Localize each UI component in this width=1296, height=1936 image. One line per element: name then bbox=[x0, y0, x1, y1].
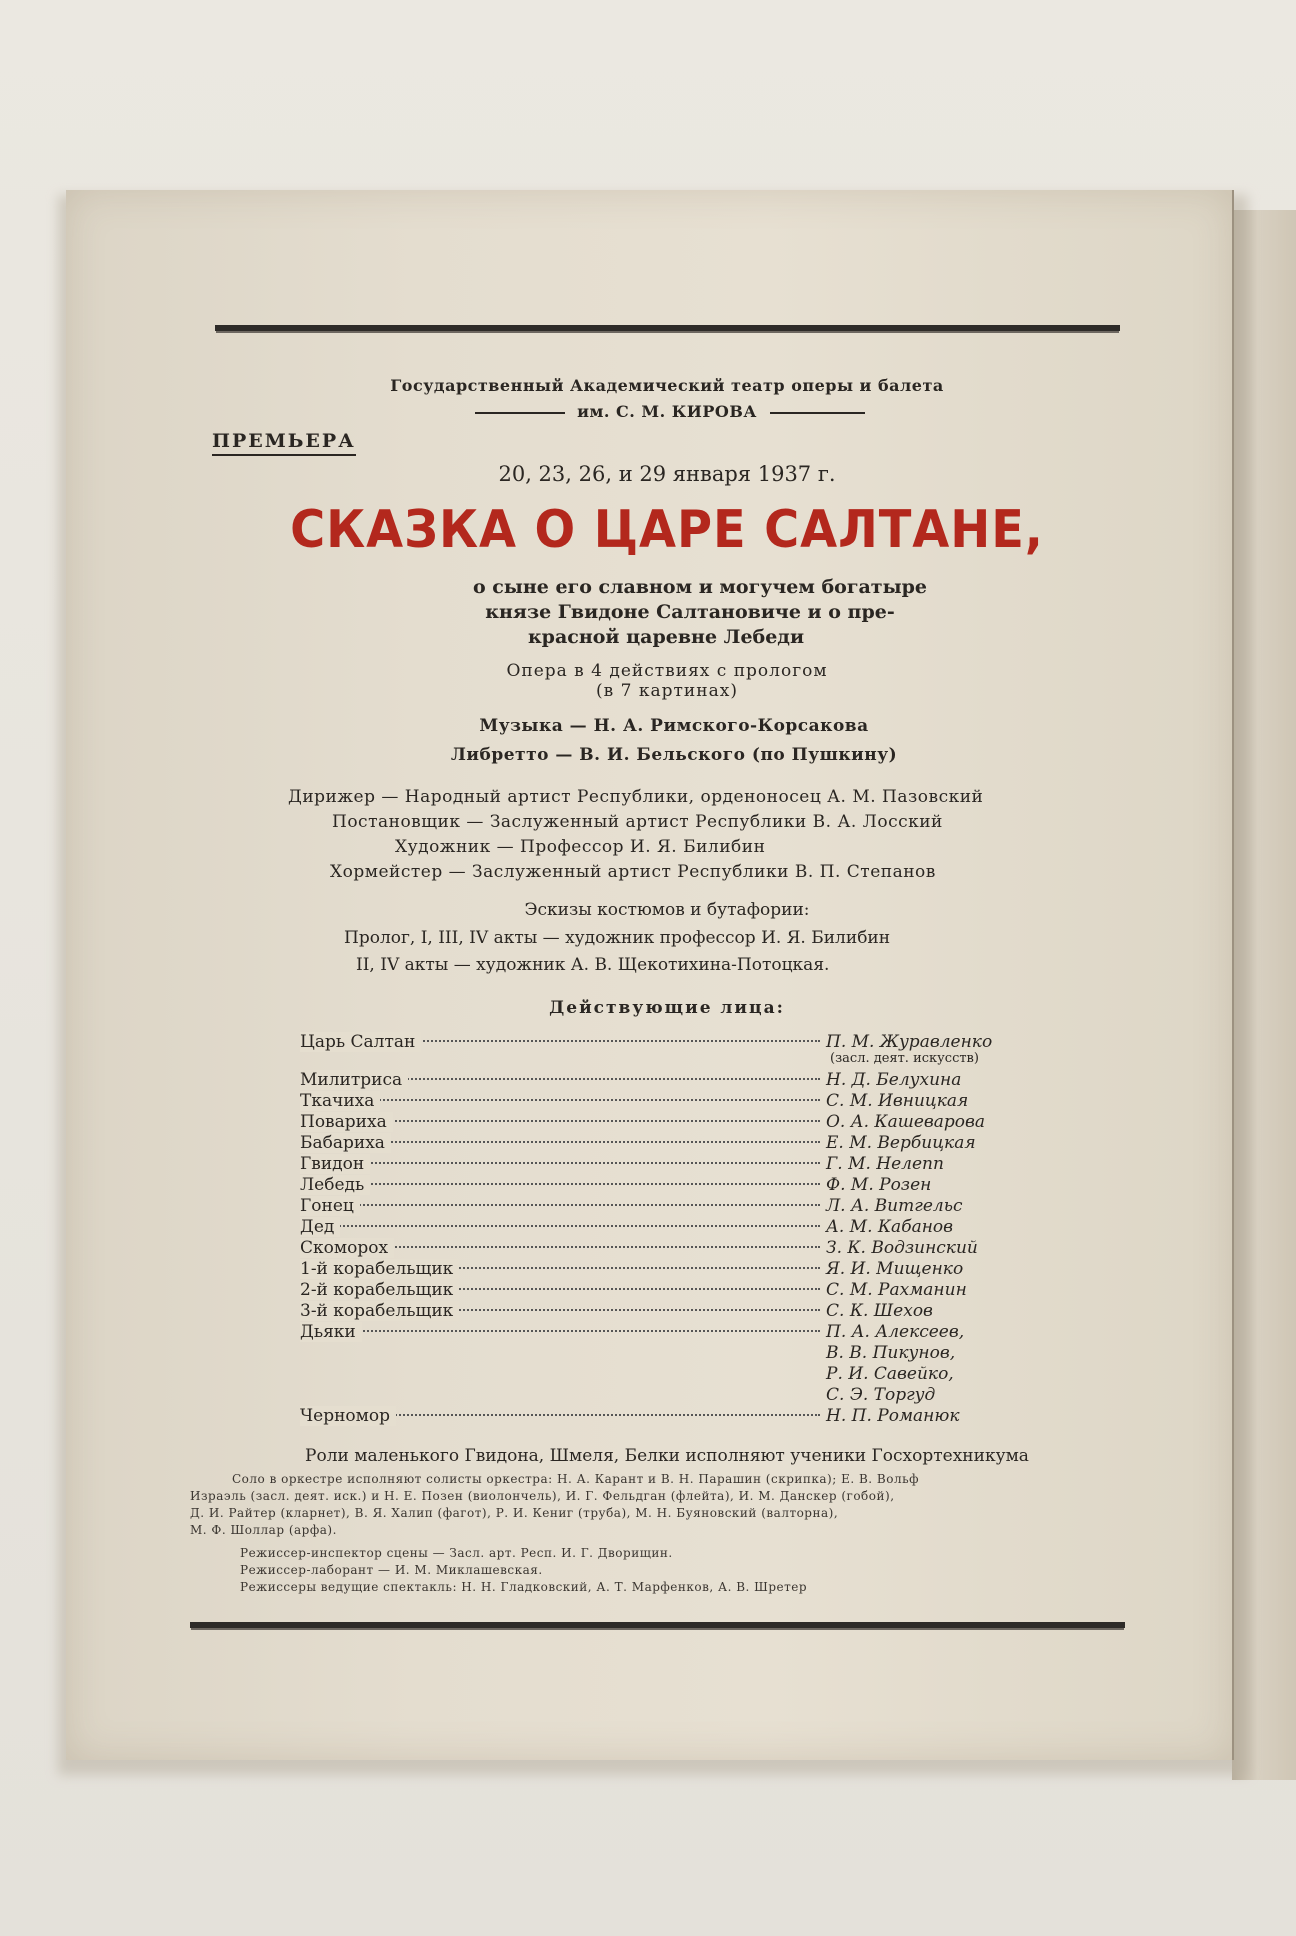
cast-row bbox=[300, 1112, 1020, 1133]
cast-row bbox=[300, 1322, 1020, 1343]
cast-role: Милитриса bbox=[300, 1070, 408, 1090]
children-roles-note: Роли маленького Гвидона, Шмеля, Белки исполняют ученики Госхортехникума bbox=[305, 1446, 1029, 1466]
cast-role: 2-й корабельщик bbox=[300, 1280, 459, 1300]
page-fold bbox=[1232, 190, 1234, 1760]
cast-row bbox=[300, 1053, 1020, 1070]
cast-actor: Р. И. Савейко, bbox=[826, 1364, 954, 1384]
sketches-heading: Эскизы костюмов и бутафории: bbox=[524, 900, 810, 920]
cast-actor: С. М. Ивницкая bbox=[826, 1091, 969, 1111]
cast-row bbox=[300, 1259, 1020, 1280]
cast-role: Гонец bbox=[300, 1196, 360, 1216]
stage-inspector: Режиссер-инспектор сцены — Засл. арт. Респ. И. Г. Дворищин. bbox=[240, 1546, 673, 1560]
cast-role: Гвидон bbox=[300, 1154, 370, 1174]
cast-actor: С. К. Шехов bbox=[826, 1301, 933, 1321]
cast-row bbox=[300, 1133, 1020, 1154]
cast-role: Ткачиха bbox=[300, 1091, 380, 1111]
cast-row bbox=[300, 1091, 1020, 1112]
cast-row bbox=[300, 1070, 1020, 1091]
director-assistant: Режиссер-лаборант — И. М. Миклашевская. bbox=[240, 1563, 543, 1577]
subtitle-line-1: о сыне его славном и могучем богатыре bbox=[472, 576, 928, 598]
named-dash-left bbox=[475, 412, 565, 414]
cast-row bbox=[300, 1196, 1020, 1217]
bottom-rule bbox=[190, 1622, 1125, 1628]
cast-actor: А. М. Кабанов bbox=[826, 1217, 954, 1237]
cast-role: 1-й корабельщик bbox=[300, 1259, 459, 1279]
opera-title: СКАЗКА О ЦАРЕ САЛТАНЕ, bbox=[290, 500, 1044, 560]
cast-row bbox=[300, 1343, 1020, 1364]
cast-role: Дед bbox=[300, 1217, 340, 1237]
cast-actor: Я. И. Мищенко bbox=[826, 1259, 964, 1279]
cast-actor: Г. М. Нелепп bbox=[826, 1154, 944, 1174]
cast-row bbox=[300, 1280, 1020, 1301]
cast-actor: В. В. Пикунов, bbox=[826, 1343, 956, 1363]
cast-actor: Л. А. Витгельс bbox=[826, 1196, 963, 1216]
cast-role: Царь Салтан bbox=[300, 1032, 421, 1052]
cast-role: Повариха bbox=[300, 1112, 393, 1132]
orchestra-soloists-line-1: Соло в оркестре исполняют солисты оркестра: Н. А. Карант и В. Н. Парашин (скрипка); Е. В. Вольф bbox=[232, 1472, 920, 1486]
cast-row bbox=[300, 1032, 1020, 1053]
pictures-line: (в 7 картинах) bbox=[596, 681, 738, 701]
cast-row bbox=[300, 1175, 1020, 1196]
cast-actor: П. А. Алексеев, bbox=[826, 1322, 965, 1342]
cast-role: Дьяки bbox=[300, 1322, 362, 1342]
cast-actor: Е. М. Вербицкая bbox=[826, 1133, 976, 1153]
cast-role: Черномор bbox=[300, 1406, 396, 1426]
cast-actor: С. Э. Торгуд bbox=[826, 1385, 936, 1405]
subtitle-line-2: князе Гвидоне Салтановиче и о пре- bbox=[485, 601, 895, 623]
top-rule bbox=[215, 325, 1120, 331]
sketches-line-2: II, IV акты — художник А. В. Щекотихина-Потоцкая. bbox=[356, 955, 830, 975]
cast-actor: С. М. Рахманин bbox=[826, 1280, 967, 1300]
cast-heading: Действующие лица: bbox=[549, 998, 785, 1018]
theatre-named-after: им. С. М. КИРОВА bbox=[577, 402, 757, 421]
performance-dates: 20, 23, 26, и 29 января 1937 г. bbox=[498, 462, 836, 486]
libretto-credit: Либретто — В. И. Бельского (по Пушкину) bbox=[450, 745, 898, 765]
cast-actor: Н. Д. Белухина bbox=[826, 1070, 962, 1090]
cast-actor: О. А. Кашеварова bbox=[826, 1112, 986, 1132]
orchestra-soloists-line-2: Израэль (засл. деят. иск.) и Н. Е. Позен (виолончель), И. Г. Фельдган (флейта), И. М. Данскер (гобой), bbox=[190, 1489, 895, 1503]
staff-director: Постановщик — Заслуженный артист Республики В. А. Лосский bbox=[332, 812, 943, 832]
cast-row bbox=[300, 1364, 1020, 1385]
cast-row bbox=[300, 1385, 1020, 1406]
cast-row bbox=[300, 1238, 1020, 1259]
named-dash-right bbox=[770, 412, 865, 414]
cast-role: Скоморох bbox=[300, 1238, 394, 1258]
music-credit: Музыка — Н. А. Римского-Корсакова bbox=[479, 716, 869, 736]
theatre-name: Государственный Академический театр оперы и балета bbox=[390, 376, 944, 395]
cast-actor: Н. П. Романюк bbox=[826, 1406, 960, 1426]
cast-row bbox=[300, 1217, 1020, 1238]
orchestra-soloists-line-4: М. Ф. Шоллар (арфа). bbox=[190, 1523, 337, 1537]
cast-role: Бабариха bbox=[300, 1133, 391, 1153]
cast-role: 3-й корабельщик bbox=[300, 1301, 459, 1321]
leading-directors: Режиссеры ведущие спектакль: Н. Н. Гладковский, А. Т. Марфенков, А. В. Шретер bbox=[240, 1580, 808, 1594]
cast-row bbox=[300, 1406, 1020, 1427]
staff-choirmaster: Хормейстер — Заслуженный артист Республики В. П. Степанов bbox=[330, 862, 936, 882]
cast-list bbox=[300, 1032, 1020, 1427]
cast-role: Лебедь bbox=[300, 1175, 370, 1195]
staff-artist: Художник — Профессор И. Я. Билибин bbox=[395, 837, 766, 857]
orchestra-soloists-line-3: Д. И. Райтер (кларнет), В. Я. Халип (фагот), Р. И. Кениг (труба), М. Н. Буяновский (валторна), bbox=[190, 1506, 839, 1520]
cast-actor: Ф. М. Розен bbox=[826, 1175, 932, 1195]
staff-conductor: Дирижер — Народный артист Республики, орденоносец А. М. Пазовский bbox=[288, 787, 984, 807]
cast-row bbox=[300, 1301, 1020, 1322]
subtitle-line-3: красной царевне Лебеди bbox=[527, 626, 805, 648]
sketches-line-1: Пролог, I, III, IV акты — художник профессор И. Я. Билибин bbox=[344, 928, 891, 948]
genre-line: Опера в 4 действиях с прологом bbox=[506, 661, 828, 681]
premiere-label: ПРЕМЬЕРА bbox=[212, 430, 356, 456]
cast-actor: З. К. Водзинский bbox=[826, 1238, 978, 1258]
cast-row bbox=[300, 1154, 1020, 1175]
cast-actor: П. М. Журавленко bbox=[826, 1032, 993, 1052]
cast-actor-note: (засл. деят. искусств) bbox=[830, 1051, 979, 1066]
